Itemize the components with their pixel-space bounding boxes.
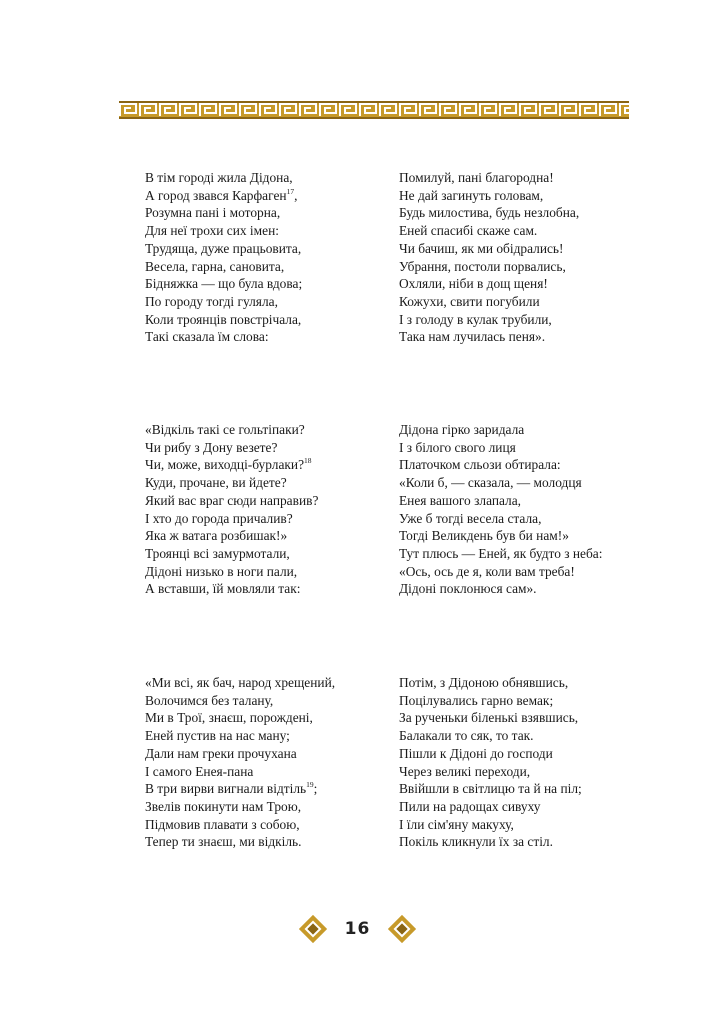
page-number: 16: [344, 919, 371, 939]
verse-line: Кожухи, свити погубили: [399, 293, 540, 309]
verse-line: Тут плюсь — Еней, як будто з неба:: [399, 545, 603, 561]
verse-line: Покіль кликнули їх за стіл.: [399, 834, 553, 850]
verse-line: Підмовив плавати з собою,: [145, 816, 300, 832]
verse-line: Така нам лучилась пеня».: [399, 329, 546, 345]
verse-line: Коли троянців повстрічала,: [145, 311, 302, 327]
verse-line: По городу тогді гуляла,: [145, 293, 278, 309]
verse-line: Бідняжка — що була вдова;: [145, 276, 303, 292]
verse-line: І їли сім'яну макуху,: [399, 816, 514, 832]
verse-line: Убрання, постоли порвались,: [399, 258, 566, 274]
verse-line: Помилуй, пані благородна!: [399, 170, 554, 185]
verse-line: І хто до города причалив?: [145, 510, 293, 526]
verse-line: Такі сказала їм слова:: [145, 329, 269, 345]
verse-line: Трудяща, дуже працьовита,: [145, 240, 302, 256]
verse-line: Балакали то сяк, то так.: [399, 728, 534, 744]
verse-line: Пішли к Дідоні до господи: [399, 745, 553, 761]
verse-line: Пили на радощах сивуху: [399, 798, 541, 814]
verse-line: Ми в Трої, знаєш, порождені,: [145, 710, 313, 726]
verse-line: Тепер ти знаєш, ми відкіль.: [145, 834, 302, 850]
verse-line: Ввійшли в світлицю та й на піл;: [399, 781, 582, 797]
stanza-1: [145, 169, 302, 346]
verse-line: Охляли, ніби в дощ щеня!: [399, 276, 548, 292]
footnote-ref: 18: [304, 456, 312, 466]
verse-line: В три вирви вигнали відтіль$^{19}$;: [145, 780, 318, 797]
verse-line: Уже б тогді весела стала,: [399, 510, 542, 526]
verse-line: Звелів покинути нам Трою,: [145, 798, 302, 814]
stanza-6: [399, 674, 582, 851]
verse-line: «Коли б, — сказала, — молодця: [399, 475, 582, 491]
verse-line: І з білого свого лиця: [399, 439, 516, 455]
verse-line: Будь милостива, будь незлобна,: [399, 205, 580, 221]
page-footer: [0, 914, 715, 944]
verse-line: Поцілувались гарно вемак;: [399, 692, 554, 708]
verse-line: Еней пустив на нас ману;: [145, 728, 290, 744]
verse-line: Яка ж ватага розбишак!»: [145, 528, 288, 544]
verse-line: Дідоні поклонюся сам».: [399, 581, 537, 597]
stanza-5: [145, 674, 335, 851]
verse-line: Тогді Великдень був би нам!»: [399, 528, 569, 544]
verse-line: А город звався Карфаген$^{17}$,: [145, 186, 298, 203]
verse-line: Платочком сльози обтирала:: [399, 457, 561, 473]
verse-line: Енея вашого злапала,: [399, 492, 522, 508]
knot-ornament-icon: [299, 915, 327, 943]
verse-line: В тім городі жила Дідона,: [145, 170, 293, 185]
verse-line: «Ось, ось де я, коли вам треба!: [399, 563, 575, 579]
footnote-ref: 19: [306, 780, 314, 790]
verse-line: А вставши, їй мовляли так:: [145, 581, 301, 597]
footnote-ref: 17: [286, 186, 295, 196]
verse-line: Чи, може, виходці-бурлаки?$^{18}$: [145, 456, 312, 473]
verse-line: І з голоду в кулак трубили,: [399, 311, 552, 327]
verse-line: Троянці всі замурмотали,: [145, 545, 290, 561]
verse-line: І самого Енея-пана: [145, 763, 254, 779]
verse-line: Потім, з Дідоною обнявшись,: [399, 675, 569, 690]
stanza-2: [399, 169, 579, 346]
verse-line: Куди, прочане, ви йдете?: [145, 475, 287, 491]
verse-line: Весела, гарна, сановита,: [145, 258, 285, 274]
verse-line: Через великі переходи,: [399, 763, 531, 779]
verse-line: Чи бачиш, як ми обідрались!: [399, 240, 564, 256]
verse-line: «Ми всі, як бач, народ хрещений,: [145, 675, 336, 690]
verse-line: Волочимся без талану,: [145, 692, 274, 708]
verse-line: Еней спасибі скаже сам.: [399, 223, 538, 239]
verse-line: Який вас враг сюди направив?: [145, 492, 319, 508]
verse-line: «Відкіль такі се гольтіпаки?: [145, 422, 305, 437]
verse-line: Розумна пані і моторна,: [145, 205, 281, 221]
verse-line: Чи рибу з Дону везете?: [145, 439, 278, 455]
knot-ornament-icon: [388, 915, 416, 943]
stanza-4: [399, 421, 602, 598]
verse-line: Не дай загинуть головам,: [399, 187, 544, 203]
verse-line: Дідоні низько в ноги пали,: [145, 563, 298, 579]
greek-key-border-icon: [119, 101, 629, 119]
verse-line: Для неї трохи сих імен:: [145, 223, 279, 239]
verse-line: За рученьки біленькі взявшись,: [399, 710, 579, 726]
verse-line: Дідона гірко заридала: [399, 422, 525, 437]
verse-line: Дали нам греки прочухана: [145, 745, 297, 761]
stanza-3: [145, 421, 318, 598]
